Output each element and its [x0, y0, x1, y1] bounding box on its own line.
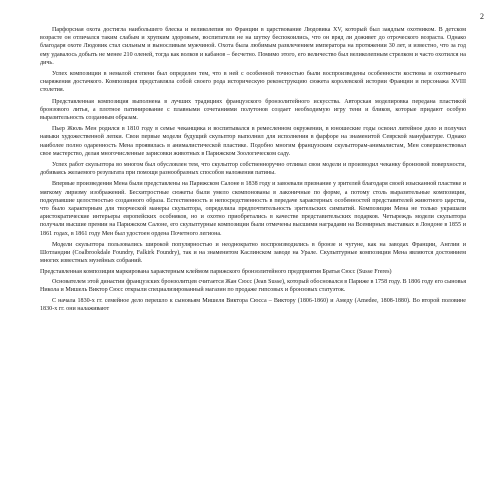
paragraph-susse-mark: Представленная композиция маркирована характерным клеймом парижского бронзолитейного предприятия Братья Сюсс (Susse Freres) [40, 269, 392, 276]
paragraph-foundries: Модели скульптора пользовались широкой популярностью и неоднократно воспроизводились в бронзе и чугуне, как на заводах Франции, Англии и Шотландии (Coalbrookdale Foundry, Falkirk Foundry), так и на знаменитом Каслинском заводе на Урале. Скульптурные композиции Мена являются достоянием многих известных музейных собраний. [40, 241, 466, 265]
paragraph-paris-salon: Впервые произведения Мена были представлены на Парижском Салоне в 1838 году и завоевали признание у зрителей благодаря своей изысканной пластике и мягкому лиризму изображений. Бесхитростные сюжеты были умело скомпонованы в лаконичные по форме, а потому столь выразительные композиции, подкупавшие целостностью созданного образа. Естественность и непосредственность в передаче характерных особенностей представителей животного царства, что было характерным для творческой манеры скульптора, определила предпочтительность зрительских симпатий. Композиции Мена не только украшали аристократические интерьеры европейских особняков, но и охотно приобретались в качестве представительских подарков. Четыреждь модели скульптора получали высшие премии на Парижском Салоне, его скульптурные композиции были отмечены высшими наградами на Всемирных выставках в Лондоне в 1855 и 1861 годах, в 1861 году Мен был удостоен ордена Почетного легиона. [40, 181, 466, 237]
paragraph-hunting-louis-xv: Парфорсная охота достигла наибольшего блеска и великолепия во Франции в царствование Людовика XV, который был заядлым охотником. В детском возрасте он отличался таким слабым и хрупким здоровьем, воспитатели не на шутку беспокоились, что он вряд ли доживет до отроческого возраста. Однако благодаря охоте Людовик стал сильным и выносливым мужчиной. Охота была любимым развлечением императора на протяжении 30 лет, и известно, что за год ему удавалось добыть не менее 210 оленей, тогда как волков и кабанов – бесчетно. Помимо этого, его величество был великолепным стрелком и часто охотился на дичь. [40, 27, 466, 66]
paragraph-casting-success: Успех работ скульптора во многом был обусловлен тем, что скульптор собственноручно отливал свои модели и производил чеканку бронзовой поверхности, добиваясь желаемого результата при помощи разнообразных способов наложения патины. [40, 162, 466, 177]
paragraph-bronze-tradition: Представленная композиция выполнена в лучших традициях французского бронзолитейного искусства. Авторская моделировка передана пластикой бронзового литья, а плотное патинирование с плавными сочетаниями полутонов создает необходимую игру тени и бликов, которые придают особую выразительность созданным образам. [40, 98, 466, 122]
paragraph-composition-success: Успех композиции в немалой степени был определен тем, что в ней с особенной точностью были воспроизведены особенности костюма и охотничьего снаряжения достачкого. Композиция представляла собой своего рода историческую реконструкцию сюжета королевской истории Франции и персонажа XVIII столетия. [40, 71, 466, 94]
paragraph-susse-sons: С начала 1830-х гг. семейное дело перешло к сыновьям Мишеля Виктора Сюсса – Виктору (1806-1860) и Амеду (Amedee, 1808-1880). Во второй половине 1830-х гг. они налаживают [40, 298, 466, 313]
paragraph-susse-founder: Основателем этой династии французских бронзолитцев считается Жан Сюсс (Jean Susse), который обосновался в Париже в 1758 году. В 1806 году его сыновья Никола и Мишель Виктор Сюсс открыли специализированный магазин по продаже гипсовых и бронзовых статуэток. [40, 278, 466, 293]
page-number: 2 [480, 12, 484, 21]
paragraph-pierre-jules-mene: Пьер Жюль Мен родился в 1810 году в семье чеканщика и воспитывался в ремесленном окружении, в юношеские годы освоил литейное дело и получил навыки художественной лепки. Свои первые модели будущий скульптор выполнил для исполнения в фарфоре на знаменитой Севрской мануфактуре. Однако наиболее полно одаренность Мена проявилась в анималистической пластике. Подобно многим французским скульпторам-анималистам, Мен совершенствовал свое мастерство, делая многочисленные зарисовки животных в Парижском Зоологическом саду. [40, 126, 466, 157]
